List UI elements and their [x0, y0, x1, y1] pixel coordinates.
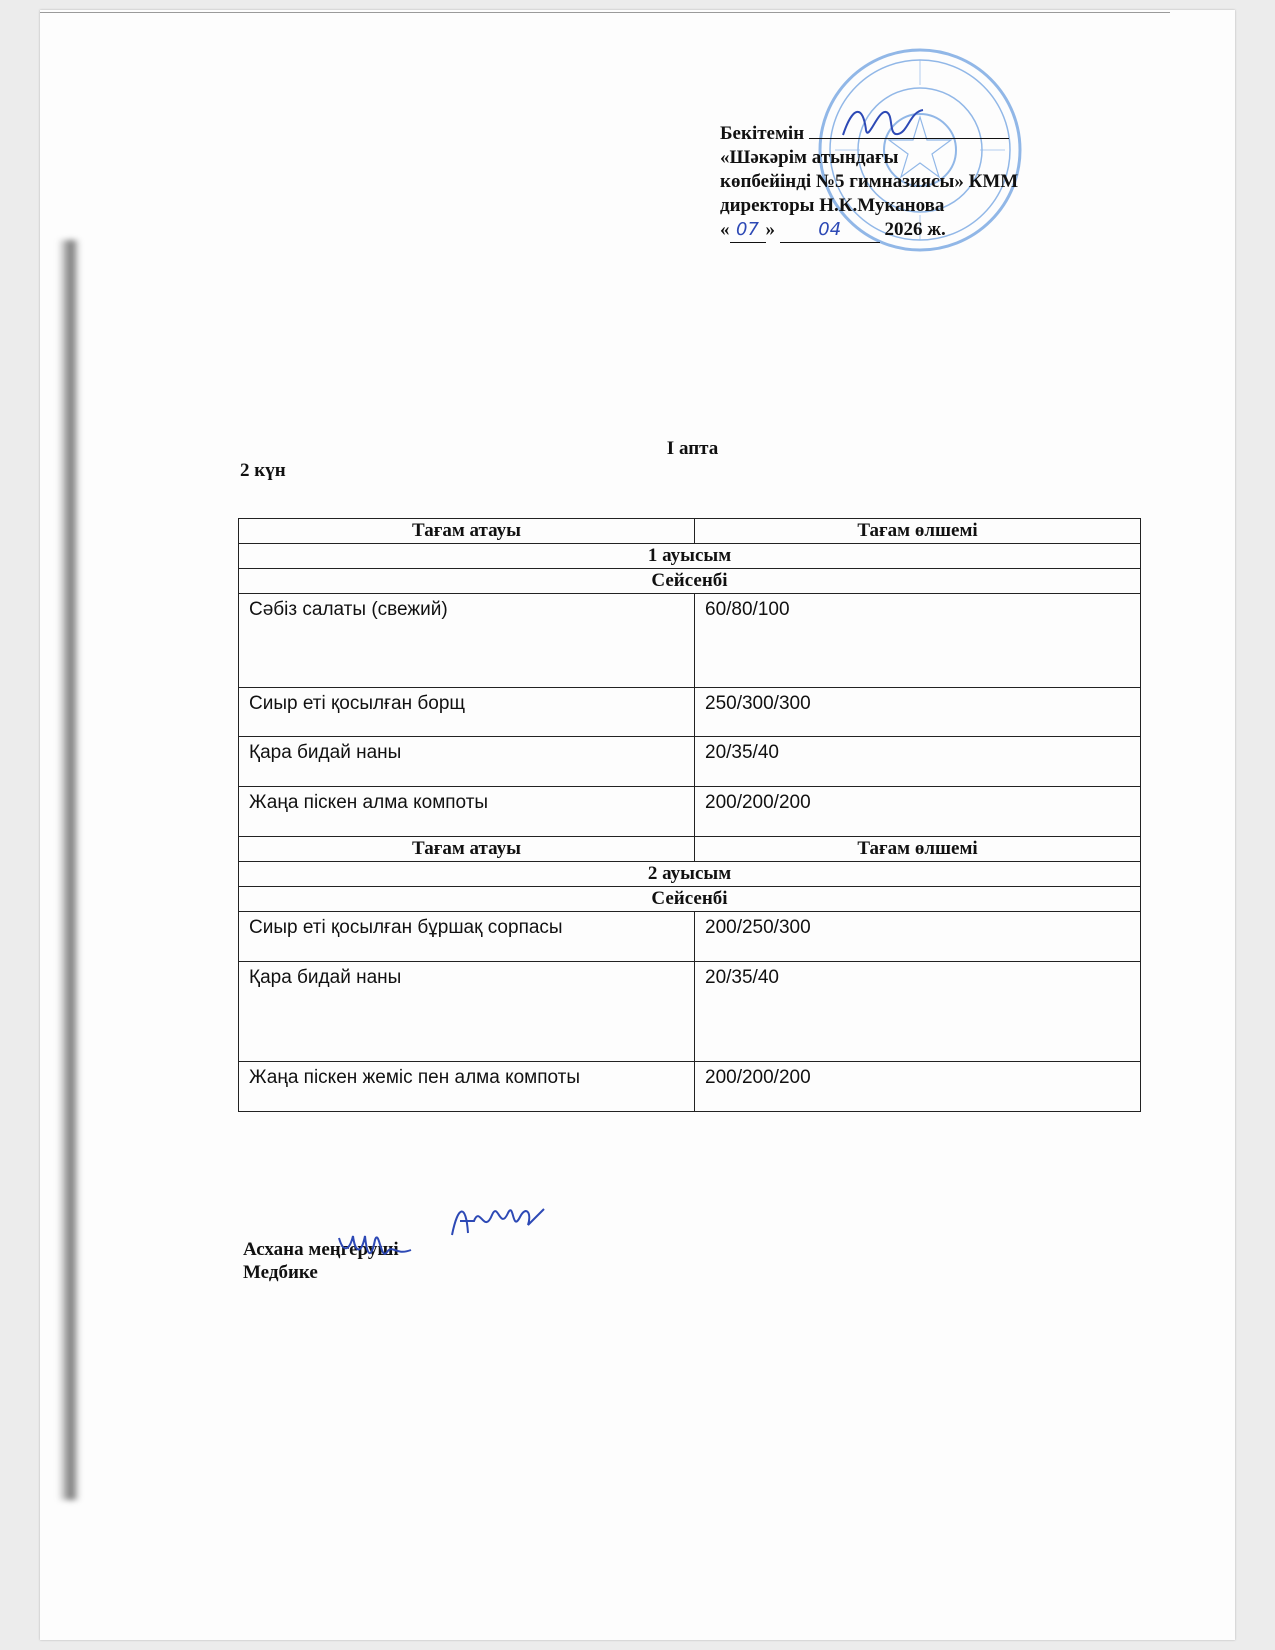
table-row: [239, 912, 1141, 962]
approve-label: Бекітемін: [720, 123, 805, 144]
org-line-2: көпбейінді №5 гимназиясы» КММ: [720, 171, 1019, 192]
dish-name: Жаңа піскен алма компоты: [239, 787, 695, 837]
approval-block: [720, 120, 1100, 243]
dish-size: 200/200/200: [695, 1062, 1141, 1112]
shift-row: [239, 544, 1141, 569]
shift-label: 2 ауысым: [239, 862, 1141, 887]
weekday-label: Сейсенбі: [239, 569, 1141, 594]
dish-name: Сиыр еті қосылған борщ: [239, 688, 695, 737]
table-row: [239, 1062, 1141, 1112]
menu-table: [238, 518, 1141, 1112]
weekday-row: [239, 569, 1141, 594]
week-title: І апта: [666, 438, 719, 459]
col-header-size: Тағам өлшемі: [695, 519, 1141, 544]
dish-size: 200/250/300: [695, 912, 1141, 962]
dish-size: 200/200/200: [695, 787, 1141, 837]
director-line: директоры Н.К.Муканова: [720, 195, 945, 216]
col-header-name: Тағам атауы: [239, 837, 695, 862]
table-header-row: [239, 519, 1141, 544]
director-signature-line: [809, 120, 1009, 139]
org-line-1: «Шәкәрім атындағы: [720, 147, 899, 168]
date-month: 04: [780, 218, 880, 243]
scan-shadow: [58, 240, 80, 1500]
canteen-head-label: Асхана меңгеруші: [243, 1239, 399, 1260]
page-top-edge: [40, 12, 1170, 13]
table-row: [239, 688, 1141, 737]
dish-name: Сиыр еті қосылған бұршақ сорпасы: [239, 912, 695, 962]
date-open-quote: «: [720, 219, 730, 240]
date-year: 2026 ж.: [884, 219, 946, 240]
date-close-quote: »: [765, 219, 775, 240]
table-row: [239, 594, 1141, 688]
dish-size: 250/300/300: [695, 688, 1141, 737]
col-header-size: Тағам өлшемі: [695, 837, 1141, 862]
dish-size: 20/35/40: [695, 962, 1141, 1062]
table-row: [239, 737, 1141, 787]
dish-name: Қара бидай наны: [239, 962, 695, 1062]
date-day: 07: [730, 218, 766, 243]
table-header-row: [239, 837, 1141, 862]
col-header-name: Тағам атауы: [239, 519, 695, 544]
day-title: 2 күн: [240, 460, 286, 481]
shift-row: [239, 862, 1141, 887]
shift-label: 1 ауысым: [239, 544, 1141, 569]
table-row: [239, 962, 1141, 1062]
dish-name: Сәбіз салаты (свежий): [239, 594, 695, 688]
dish-name: Қара бидай наны: [239, 737, 695, 787]
dish-size: 20/35/40: [695, 737, 1141, 787]
approval-row: [720, 120, 1100, 146]
dish-size: 60/80/100: [695, 594, 1141, 688]
dish-name: Жаңа піскен жеміс пен алма компоты: [239, 1062, 695, 1112]
table-row: [239, 787, 1141, 837]
nurse-label: Медбике: [243, 1262, 318, 1283]
signatures-block: [243, 1238, 399, 1284]
weekday-label: Сейсенбі: [239, 887, 1141, 912]
weekday-row: [239, 887, 1141, 912]
approval-date: [720, 218, 1100, 243]
